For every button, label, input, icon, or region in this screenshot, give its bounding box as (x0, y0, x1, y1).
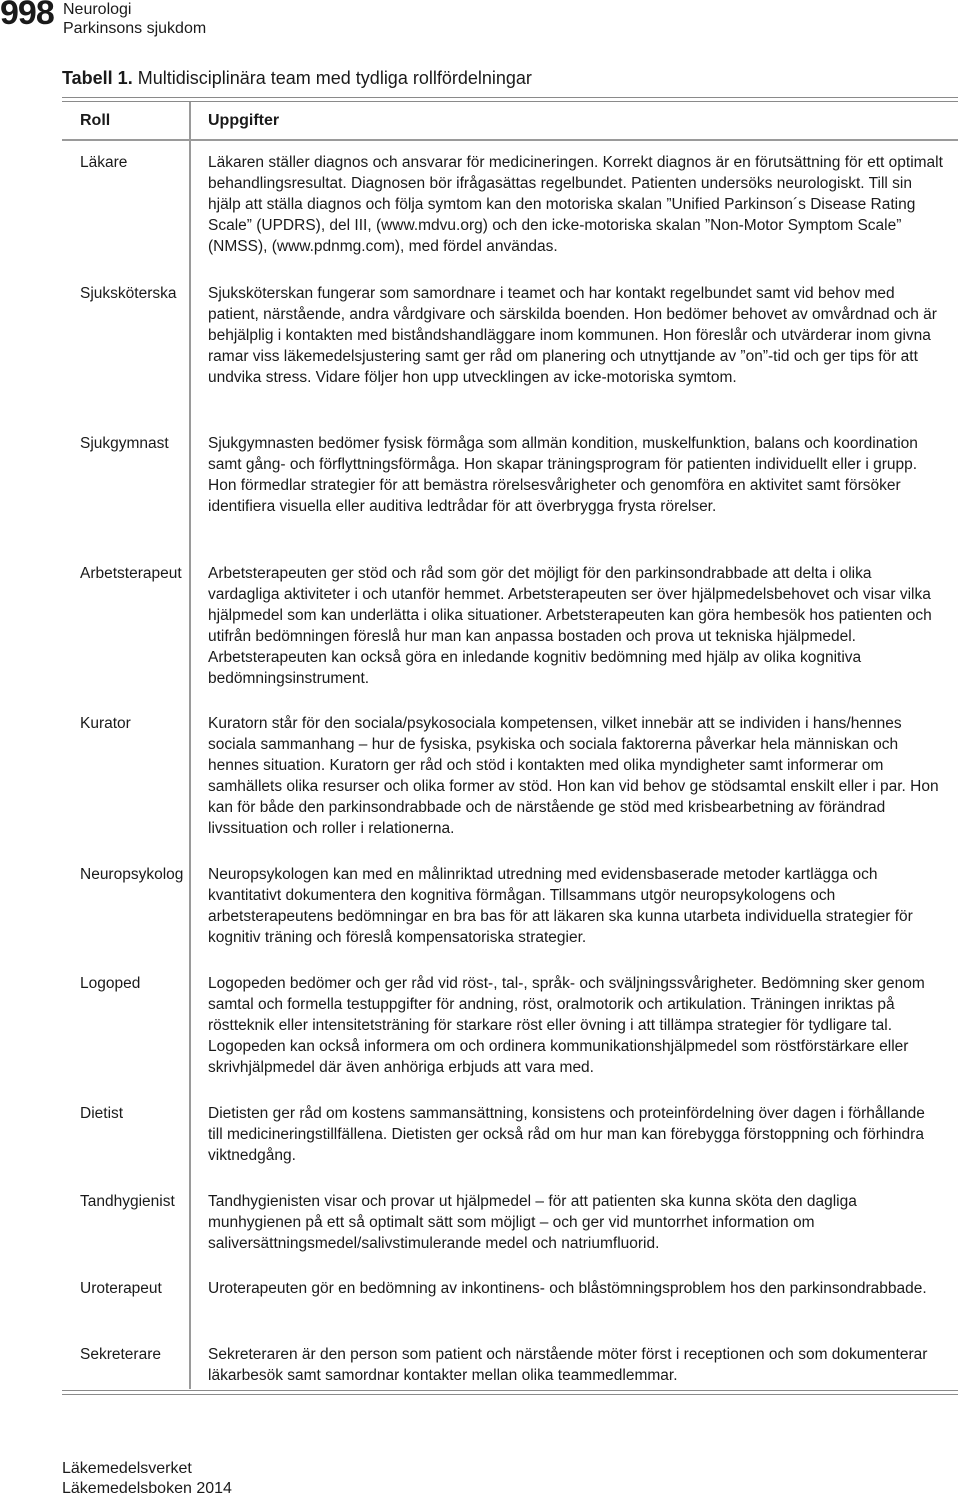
footer-publisher: Läkemedelsverket (62, 1460, 192, 1477)
task-lakare: Läkaren ställer diagnos och ansvarar för medicineringen. Korrekt diagnos är en förutsättning för ett optimalt behandlingsresultat. Diagnosen bör ifrågasättas regelbundet. Patienten undersöks neurologiskt. Till sin hjälp att ställa diagnos och följa symtom kan den motoriska skalan ”Unified Parkinson´s Disease Rating Scale” (UPDRS), del III, (www.mdvu.org) och den icke-motoriska skalan ”Non-Motor Symptom Scale” (NMSS), (www.pdnmg.com), med fördel användas. (208, 154, 943, 255)
task-neuropsykolog: Neuropsykologen kan med en målinriktad utredning med evidensbaserade metoder kartlägga och kvantitativt dokumentera den kognitiva förmågan. Tillsammans utgör neuropsykologens och arbetsterapeutens bedömningar en bra bas för att läkaren ska kunna utarbeta individuella strategier för kognitiv träning och föreslå kompensatoriska strategier. (208, 866, 913, 946)
role-kurator: Kurator (80, 715, 131, 732)
task-sjukskoterska: Sjuksköterskan fungerar som samordnare i teamet och har kontakt regelbundet samt vid behov med patient, närstående, andra vårdgivare och särskilda boenden. Hon bedömer behovet av omvårdnad och är behjälplig i kontakten med biståndshandläggare inom kommunen. Hon föreslår och utvärderar inom givna ramar viss läkemedelsjustering samt ger råd om planering och utnyttjande av ”on”-tid och ger tips för att undvika stress. Vidare följer hon upp utvecklingen av icke-motoriska symtom. (208, 285, 937, 386)
subsection-title: Parkinsons sjukdom (63, 20, 207, 37)
table-bottom-rule (62, 1390, 958, 1395)
task-sjukgymnast: Sjukgymnasten bedömer fysisk förmåga som allmän kondition, muskelfunktion, balans och koordination samt gång- och förflyttningsförmåga. Hon skapar träningsprogram för patienten individuellt eller i grupp. Hon förmedlar strategier för att bemästra rörelsesvårigheter och genomföra en aktivitet samt försöker identifiera visuella eller auditiva ledtrådar för att överbrygga frysta rörelser. (208, 435, 918, 515)
role-tandhygienist: Tandhygienist (80, 1193, 175, 1210)
role-uroterapeut: Uroterapeut (80, 1280, 162, 1297)
role-neuropsykolog: Neuropsykolog (80, 866, 184, 883)
section-title: Neurologi (63, 1, 132, 18)
role-logoped: Logoped (80, 975, 141, 992)
task-sekreterare: Sekreteraren är den person som patient och närstående möter först i receptionen och som dokumenterar läkarbesök samt samordnar kontakter mellan olika teammedlemmar. (208, 1346, 928, 1384)
footer-book: Läkemedelsboken 2014 (62, 1480, 232, 1497)
role-lakare: Läkare (80, 154, 128, 171)
task-uroterapeut: Uroterapeuten gör en bedömning av inkontinens- och blåstömningsproblem hos den parkinsondrabbade. (208, 1280, 927, 1297)
role-sekreterare: Sekreterare (80, 1346, 161, 1363)
column-header-tasks: Uppgifter (208, 112, 280, 129)
role-arbetsterapeut: Arbetsterapeut (80, 565, 182, 582)
table-title (62, 68, 532, 89)
task-logoped: Logopeden bedömer och ger råd vid röst-, tal-, språk- och sväljningssvårigheter. Bedömning sker genom samtal och formella testuppgifter för andning, röst, oralmotorik och artikulation. Träningen inriktas på röstteknik eller intensitetsträning för starkare röst eller övning i att tillämpa strategier för tydligare tal. Logopeden kan också informera om och ordinera kommunikationshjälpmedel som röstförstärkare eller skrivhjälpmedel där även anhöriga erbjuds att vara med. (208, 975, 925, 1076)
table-top-rule (62, 97, 958, 102)
task-arbetsterapeut: Arbetsterapeuten ger stöd och råd som gör det möjligt för den parkinsondrabbade att delta i olika vardagliga aktiviteter i och utanför hemmet. Arbetsterapeuten ser över hjälpmedelsbehovet och visar vilka hjälpmedel som kan underlätta i olika situationer. Arbetsterapeuten kan göra hembesök hos patienten och utifrån bedömningen föreslå hur man kan anpassa bostaden och prova ut tekniska hjälpmedel. Arbetsterapeuten kan också göra en inledande kognitiv bedömning med hjälp av olika kognitiva bedömningsinstrument. (208, 565, 932, 687)
table-caption: Multidisciplinära team med tydliga rollfördelningar (137, 68, 532, 88)
role-sjukskoterska: Sjuksköterska (80, 285, 177, 302)
task-dietist: Dietisten ger råd om kostens sammansättning, konsistens och proteinfördelning över dagen i förhållande till medicineringstillfällena. Dietisten ger också råd om hur man kan förebygga förstoppning och förhindra viktnedgång. (208, 1105, 925, 1164)
task-kurator: Kuratorn står för den sociala/psykosociala kompetensen, vilket innebär att se individen i hans/hennes sociala sammanhang – hur de fysiska, psykiska och sociala faktorerna påverkar hela människan och hennes situation. Kuratorn ger råd och stöd i kontakten med olika myndigheter samt informerar om samhällets olika resurser och olika former av stöd. Hon kan vid behov ge stödsamtal enskilt eller i par. Hon kan för både den parkinsondrabbade och de närstående ge stöd med krisbearbetning av förändrad livssituation och roller i relationerna. (208, 715, 939, 837)
page-number: 998 (0, 0, 54, 32)
running-head (63, 0, 206, 38)
role-dietist: Dietist (80, 1105, 124, 1122)
table-label: Tabell 1. (62, 68, 133, 88)
column-divider (189, 102, 191, 1389)
page-footer (62, 1459, 232, 1499)
role-sjukgymnast: Sjukgymnast (80, 435, 169, 452)
task-tandhygienist: Tandhygienisten visar och provar ut hjälpmedel – för att patienten ska kunna sköta den dagliga munhygienen på ett så optimalt sätt som möjligt – och ger vid muntorrhet information om saliversättningsmedel/salivstimulerande medel och natriumfluorid. (208, 1193, 857, 1252)
table-header-rule (62, 139, 958, 141)
column-header-role: Roll (80, 112, 111, 129)
